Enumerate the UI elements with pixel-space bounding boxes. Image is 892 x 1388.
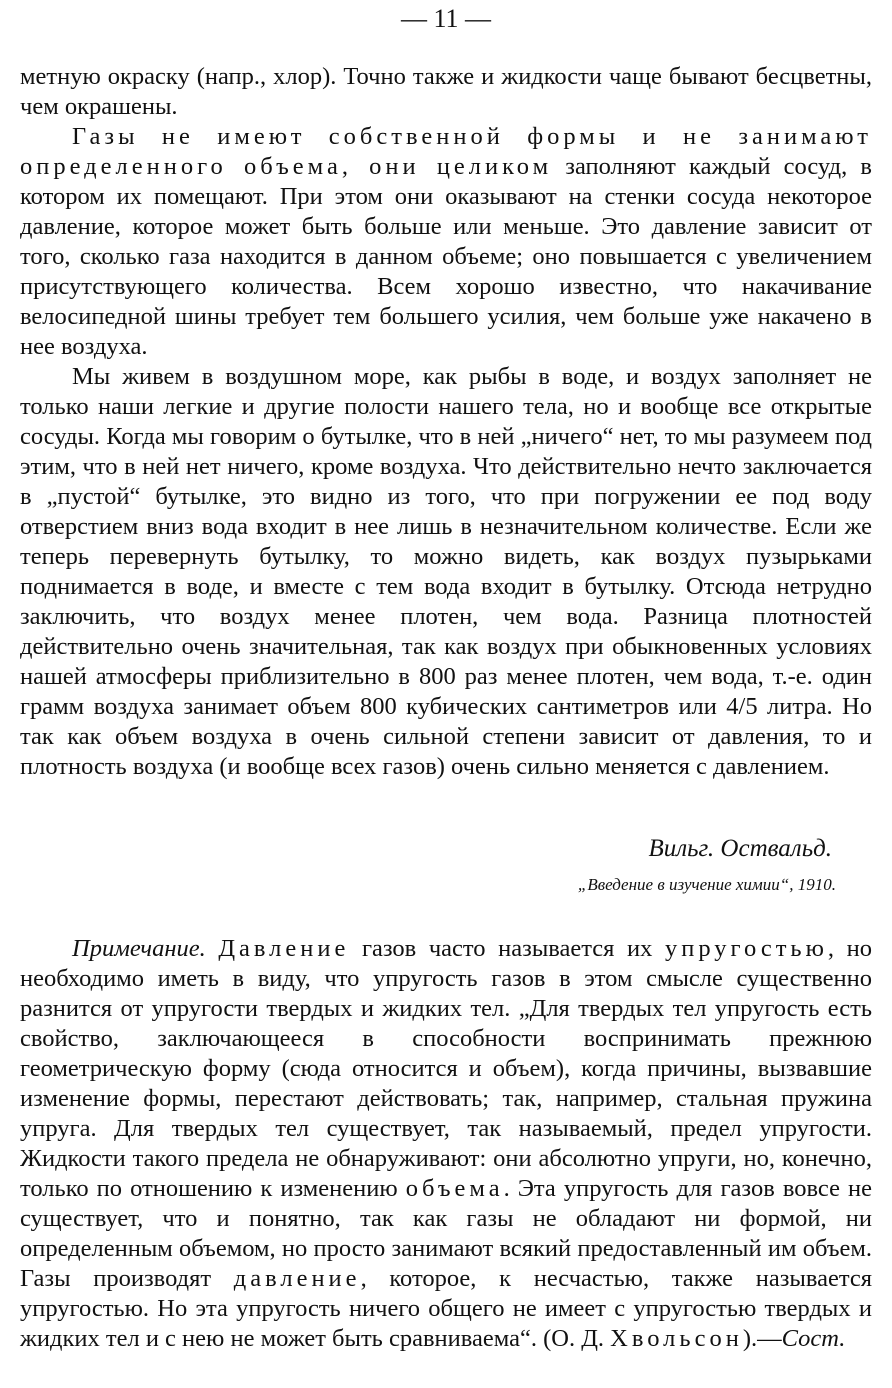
spaced-emphasis: Газы не имеют собственной формы и не занимают определенного объема, они целиком [20, 123, 872, 180]
paragraph-2-rest: заполняют каждый сосуд, в котором их помещают. При этом они оказывают на стенки сосуда некоторое давление, которое может быть больше или меньше. Это давление зависит от того, сколько газа находится в данном объеме; оно повышается с увеличением присутствующего количества. Всем хорошо известно, что накачивание велосипедной шины требует тем большего усилия, чем больше уже накачено в нее воздуха. [20, 153, 872, 360]
note-paragraph [20, 934, 872, 1354]
paragraph-3: Мы живем в воздушном море, как рыбы в воде, и воздух заполняет не только наши легкие и другие полости нашего тела, но и вообще все открытые сосуды. Когда мы говорим о бутылке, что в ней „ничего“ нет, то мы разумеем под этим, что в ней нет ничего, кроме воздуха. Что действительно нечто заключается в „пустой“ бутылке, это видно из того, что при погружении ее под воду отверстием вниз вода входит в нее лишь в незначительном количестве. Если же теперь перевернуть бутылку, то можно видеть, как воздух пузырьками поднимается в воде, и вместе с тем вода входит в бутылку. Отсюда нетрудно заключить, что воздух менее плотен, чем вода. Разница плотностей действительно очень значительная, так как воздух при обыкновенных условиях нашей атмосферы приблизительно в 800 раз менее плотен, чем вода, т.-е. один грамм воздуха занимает объем 800 кубических сантиметров или 4/5 литра. Но так как объем воздуха в очень сильной степени зависит от давления, то и плотность воздуха (и вообще всех газов) очень сильно меняется с давлением. [20, 363, 872, 780]
note-author: Сост. [781, 1325, 846, 1352]
note-text: , которое, к несчастью, также называется упругостью. Но эта упругость ничего общего не имеет с упругостью твердых и жидких тел и с нею не может быть сравниваема“. (О. Д. [20, 1265, 873, 1352]
spaced-term-obema: объема [405, 1175, 504, 1202]
paragraph-2 [20, 122, 872, 362]
page-number: — 11 — [400, 4, 492, 33]
note-text [206, 935, 219, 962]
spaced-term-uprugost: упругостью [665, 935, 828, 962]
author-signature: Вильг. Оствальд. [648, 835, 832, 862]
note-text: ).— [742, 1325, 782, 1352]
spaced-term-davlenie: Давление [218, 935, 350, 962]
spaced-name-khvolson: Хвольсон [610, 1325, 743, 1352]
source-citation: „Введение в изучение химии“, 1910. [577, 875, 836, 894]
note-text: газов часто называется их [349, 935, 665, 962]
paragraph-1: метную окраску (напр., хлор). Точно также и жидкости чаще бывают бесцветны, чем окрашены. [20, 63, 872, 120]
note-text: , но необходимо иметь в виду, что упругость газов в этом смысле существенно разнится от упругости твердых и жидких тел. „Для твердых тел упругость есть свойство, заключающееся в способности воспринимать прежнюю геометрическую форму (сюда относится и объем), когда причины, вызвавшие изменение формы, перестают действовать; так, например, стальная пружина упруга. Для твердых тел существует, так называемый, предел упругости. Жидкости такого предела не обнаруживают: они абсолютно упруги, но, конечно, только по отношению к изменению [20, 935, 872, 1202]
note-label: Примечание. [72, 935, 206, 962]
spaced-term-davlenie-2: давление [233, 1265, 361, 1292]
note-text: . Эта упругость для газов вовсе не существует, что и понятно, так как газы не обладают ни формой, ни определенным объемом, но просто занимают всякий предоставленный им объем. Газы производят [20, 1175, 872, 1292]
